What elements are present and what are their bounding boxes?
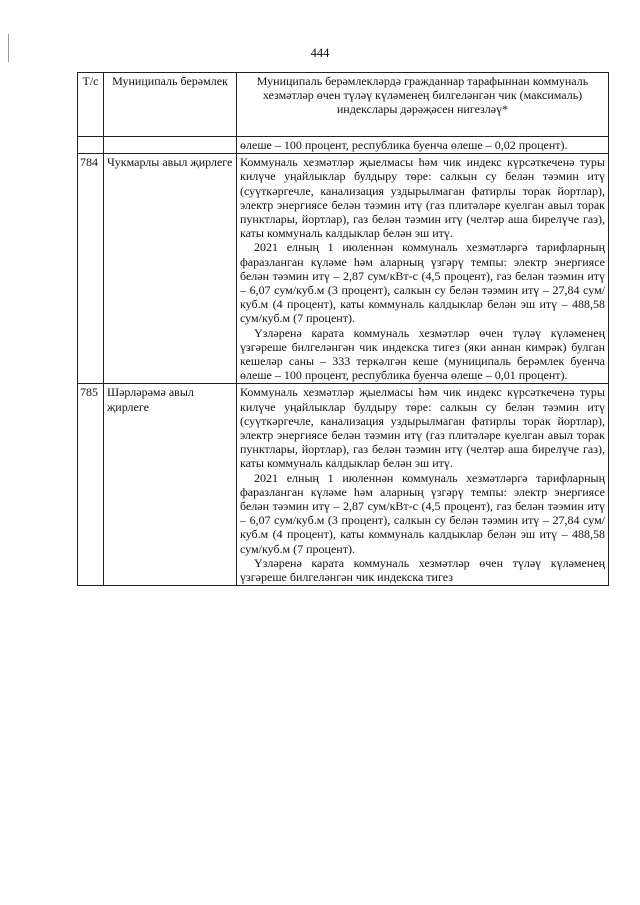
row-municipality: Шәрләрәмә авыл җирлеге <box>104 384 237 586</box>
paragraph-utilities: Коммуналь хезмәтләр җыелмасы һәм чик индекс күрсәткеченә туры килүче уңайлыклар булдыру төре: салкын су белән тәэмин итү (суүткәргечле, канализация уздырылмаган фатирлы торак йортлар), электр энергиясе белән тәэмин итү (газ плитәләре куелган авыл торак пунктлары, йортлар), газ белән тәэмин итү (челтәр аша бирелүче газ), каты коммуналь калдыклар белән эш итү. <box>240 385 605 471</box>
table-row <box>78 154 609 384</box>
continuation-text: өлеше – 100 процент, республика буенча өлеше – 0,02 процент). <box>240 138 568 152</box>
cell-continuation <box>237 137 609 154</box>
page-number: 444 <box>310 46 330 60</box>
paragraph-population: Үзләренә карата коммуналь хезмәтләр өчен түләү күләменең үзгәреше билгеләнгән чик индекска тигез <box>240 555 605 585</box>
row-number: 784 <box>78 154 104 384</box>
paragraph-tariffs: 2021 елның 1 июленнән коммуналь хезмәтләргә тарифларның фаразланган күләме һәм аларның үзгәрү темпы: электр энергиясе белән тәэмин итү – 2,87 сум/кВт-с (4,5 процент), газ белән тәэмин итү – 6,07 сум/куб.м (3 процент), салкын су белән тәэмин итү – 27,84 сум/куб.м (4 процент), каты коммуналь калдыклар белән эш итү – 488,58 сум/куб.м (7 процент). <box>240 470 605 556</box>
cell-empty <box>104 137 237 154</box>
row-municipality: Чукмарлы авыл җирлеге <box>104 154 237 384</box>
header-number: Т/с <box>78 73 104 137</box>
paragraph-population: Үзләренә карата коммуналь хезмәтләр өчен түләү күләменең үзгәреше билгеләнгән чик индекска тигез (яки аннан кимрәк) булган кешеләр саны – 333 теркәлгән кеше (муниципаль берәмлек буенча өлеше – 100 процент, республика буенча өлеше – 0,01 процент). <box>240 325 605 383</box>
tariff-table <box>77 72 609 586</box>
row-justification <box>237 154 609 384</box>
table-row-continuation <box>78 137 609 154</box>
row-number: 785 <box>78 384 104 586</box>
table-header-row <box>78 73 609 137</box>
paragraph-utilities: Коммуналь хезмәтләр җыелмасы һәм чик индекс күрсәткеченә туры килүче уңайлыклар булдыру төре: салкын су белән тәэмин итү (суүткәргечле, канализация уздырылмаган фатирлы торак йортлар), электр энергиясе белән тәэмин итү (газ плитәләре куелган авыл торак пунктлары, йортлар), газ белән тәэмин итү (челтәр аша бирелүче газ), каты коммуналь калдыклар белән эш итү. <box>240 155 605 241</box>
row-justification <box>237 384 609 586</box>
cell-empty <box>78 137 104 154</box>
table-row <box>78 384 609 586</box>
paragraph-tariffs: 2021 елның 1 июленнән коммуналь хезмәтләргә тарифларның фаразланган күләме һәм аларның үзгәрү темпы: электр энергиясе белән тәэмин итү – 2,87 сум/кВт-с (4,5 процент), газ белән тәэмин итү – 6,07 сум/куб.м (3 процент), салкын су белән тәэмин итү – 27,84 сум/куб.м (4 процент), каты коммуналь калдыклар белән эш итү – 488,58 сум/куб.м (7 процент). <box>240 240 605 326</box>
header-justification: Муниципаль берәмлекләрдә гражданнар тарафыннан коммуналь хезмәтләр өчен түләү күләменең билгеләнгән чик (максималь) индекслары дәрәҗәсен нигезләү* <box>237 73 609 137</box>
header-municipality: Муниципаль берәмлек <box>104 73 237 137</box>
